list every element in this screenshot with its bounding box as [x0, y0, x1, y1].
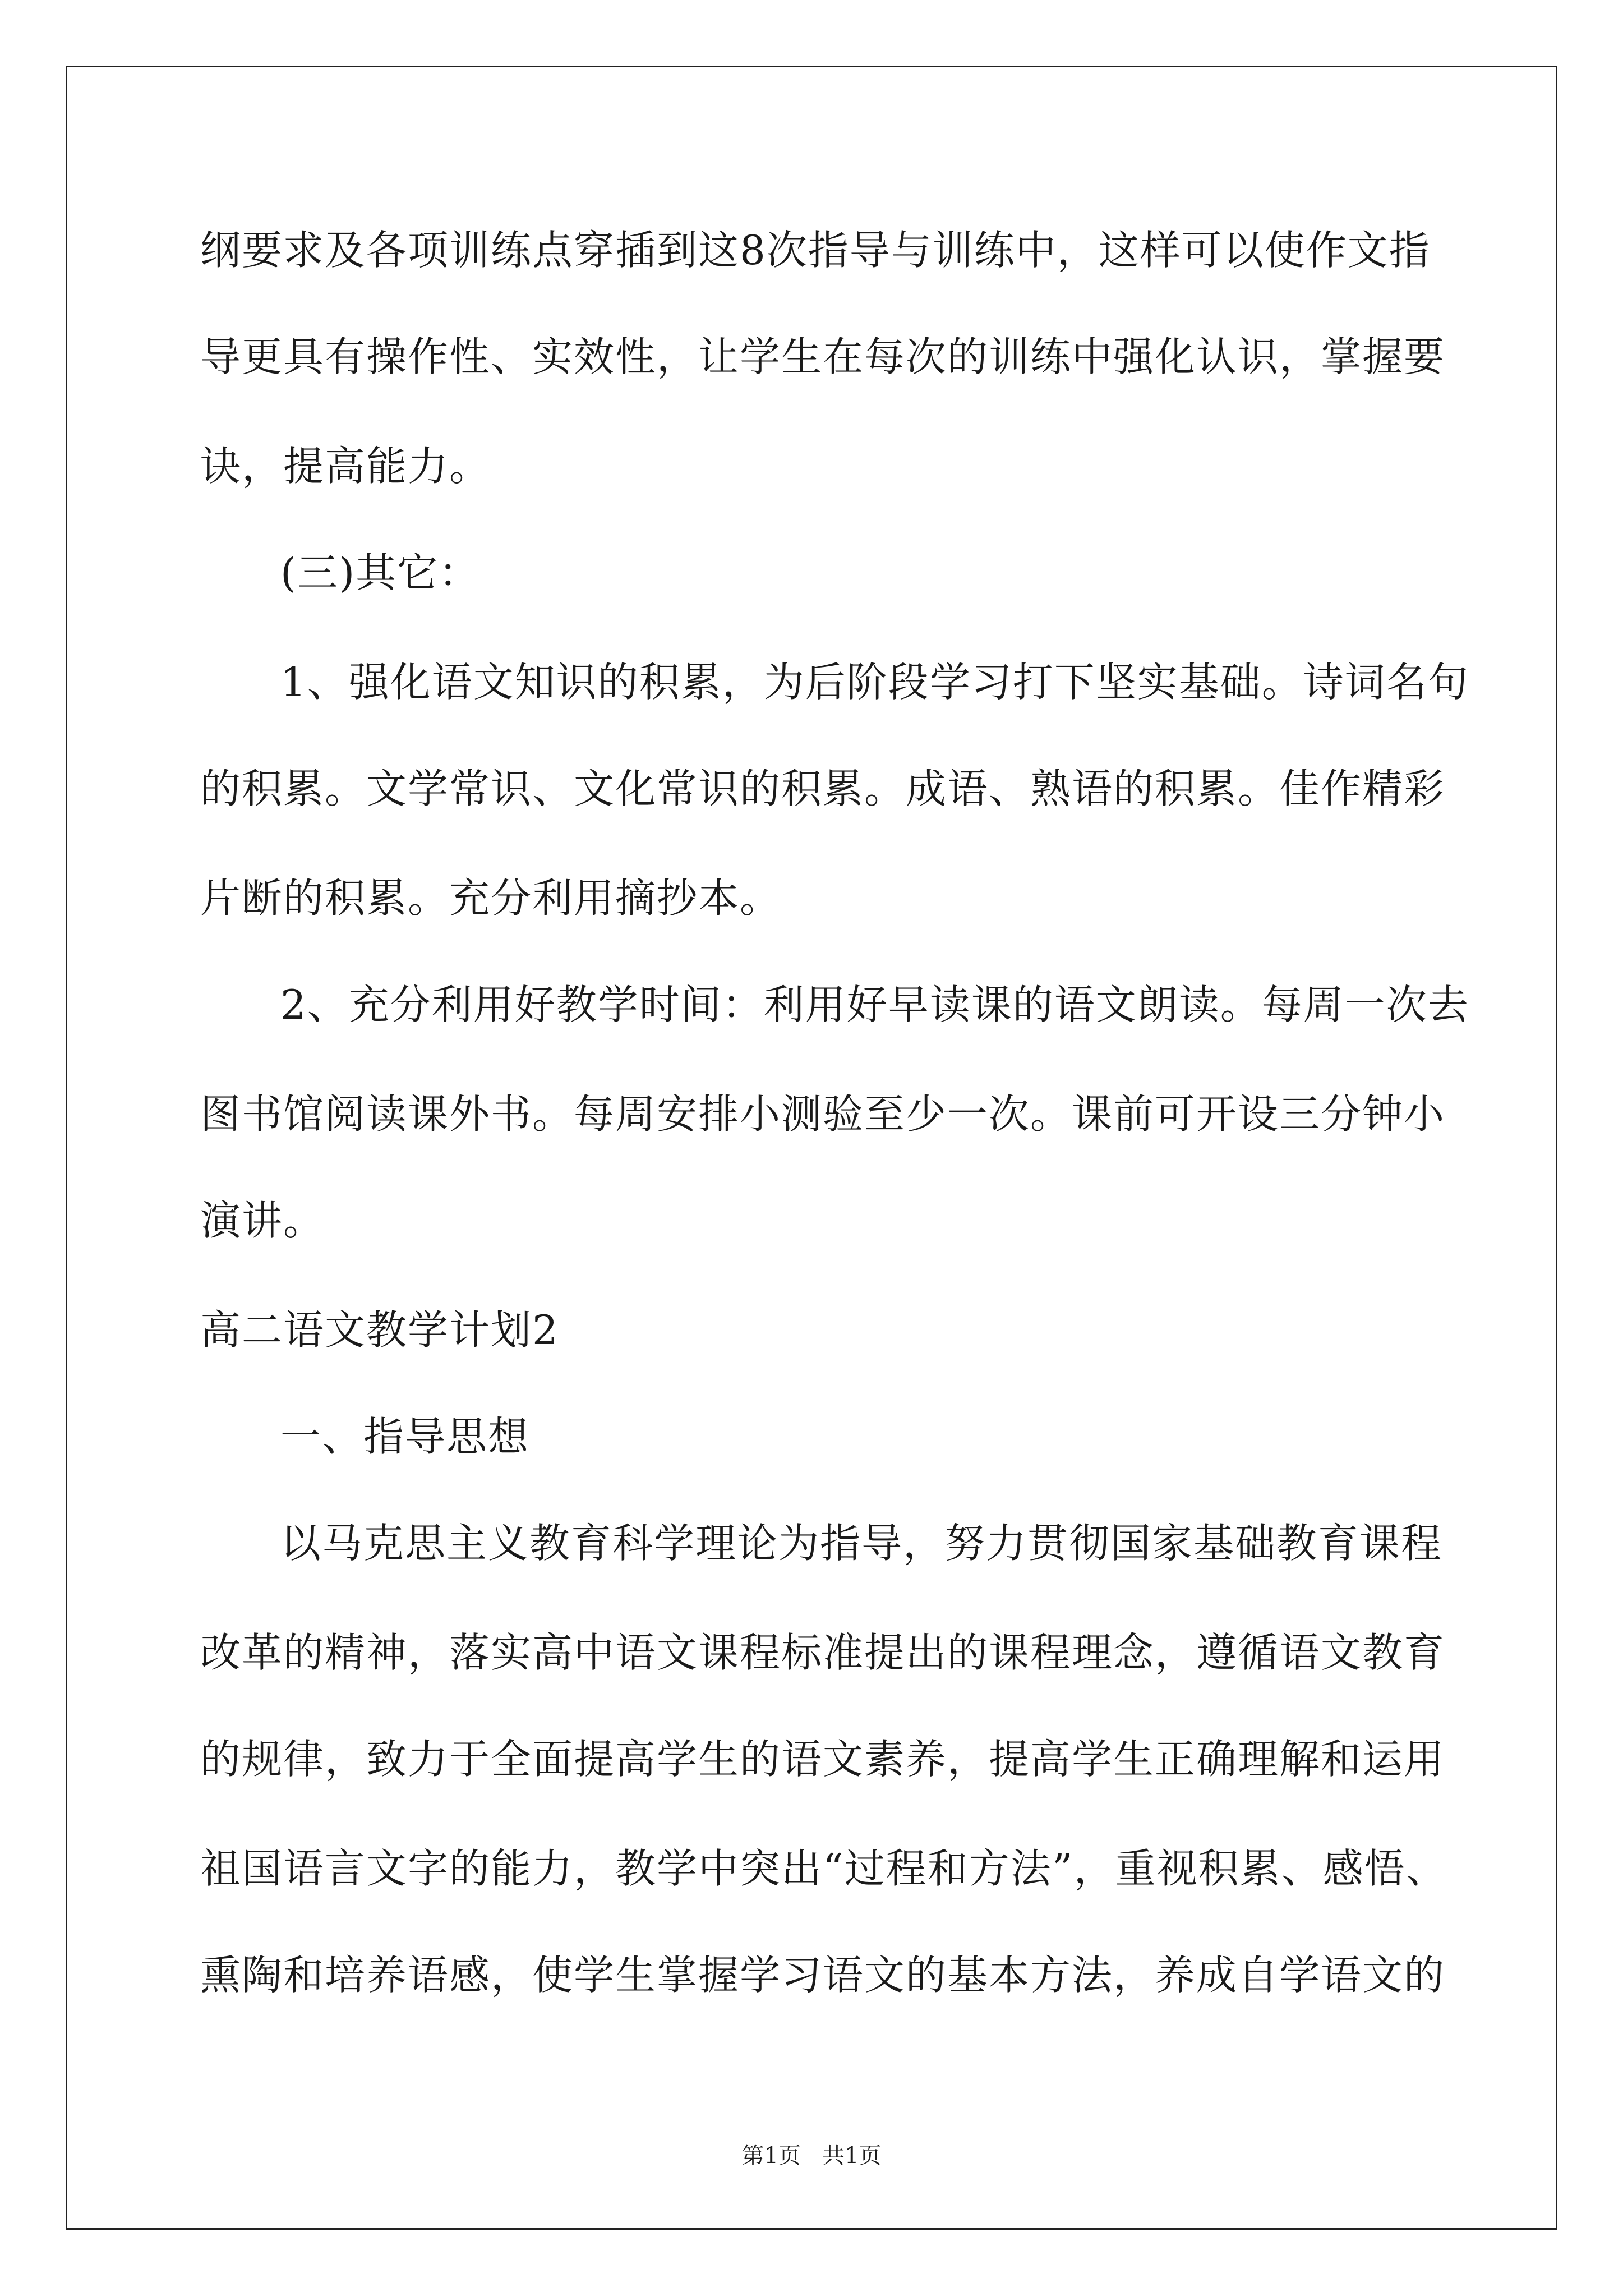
- body-line: 的积累。文学常识、文化常识的积累。成语、熟语的积累。佳作精彩: [200, 765, 1446, 812]
- body-line: 纲要求及各项训练点穿插到这8次指导与训练中，这样可以使作文指: [200, 227, 1431, 274]
- body-line: 诀，提高能力。: [200, 443, 491, 490]
- body-line: 以马克思主义教育科学理论为指导，努力贯彻国家基础教育课程: [280, 1520, 1443, 1567]
- body-line: 片断的积累。充分利用摘抄本。: [200, 875, 782, 922]
- document-title: 高二语文教学计划2: [200, 1306, 559, 1354]
- page-frame: [66, 66, 1557, 2230]
- body-line: 的规律，致力于全面提高学生的语文素养，提高学生正确理解和运用: [200, 1736, 1446, 1783]
- section-heading: 一、指导思想: [280, 1413, 530, 1460]
- body-line: 改革的精神，落实高中语文课程标准提出的课程理念，遵循语文教育: [200, 1629, 1446, 1676]
- page-number: 第1页 共1页: [741, 2143, 882, 2169]
- body-line: 2、充分利用好教学时间：利用好早读课的语文朗读。每周一次去: [280, 981, 1469, 1028]
- body-line: 祖国语言文字的能力，教学中突出“过程和方法”，重视积累、感悟、: [200, 1845, 1447, 1892]
- body-line: 图书馆阅读课外书。每周安排小测验至少一次。课前可开设三分钟小: [200, 1091, 1446, 1138]
- body-line: 导更具有操作性、实效性，让学生在每次的训练中强化认识，掌握要: [200, 333, 1446, 380]
- body-line: 熏陶和培养语感，使学生掌握学习语文的基本方法，养成自学语文的: [200, 1952, 1446, 1999]
- body-line: 1、强化语文知识的积累，为后阶段学习打下坚实基础。诗词名句: [280, 659, 1469, 706]
- body-line: 演讲。: [200, 1197, 325, 1244]
- section-heading: (三)其它：: [280, 549, 481, 596]
